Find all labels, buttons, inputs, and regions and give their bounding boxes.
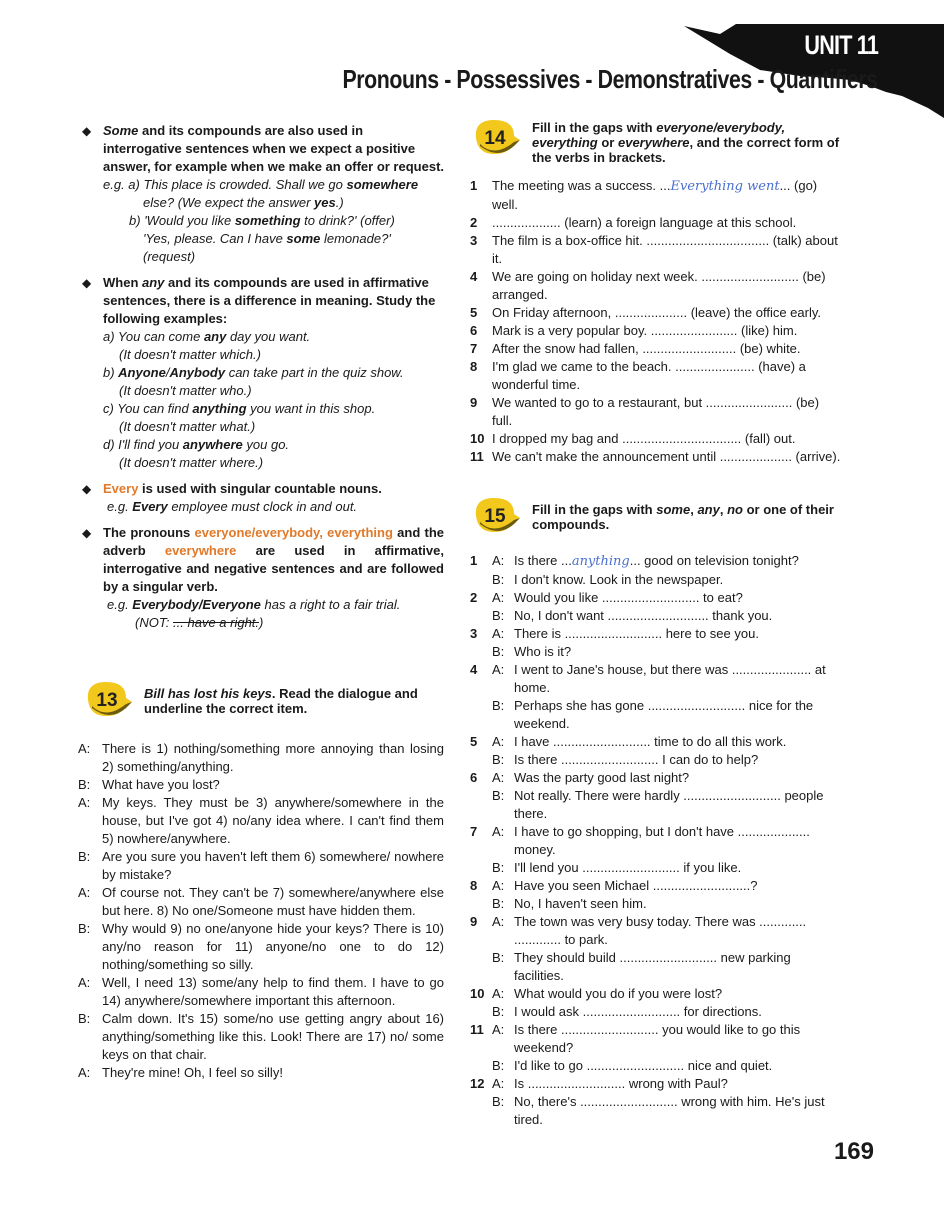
speaker-label: A: [78,975,91,990]
item-number: 2 [470,590,478,605]
dialogue-text: My keys. They must be 3) anywhere/somewhere in the house, but I've got 4) no/any idea where. I can't find them 5) nowhere/anywhere. [102,795,444,846]
speaker-label: B: [492,1094,505,1109]
item-text: I went to Jane's house, but there was ...................... at home. [514,662,826,695]
dialogue-line [78,740,444,776]
dialogue-text: Why would 9) no one/anyone hide your keys? There is 10) any/no reason for 11) anyone/no one to do 12) nothing/something so silly. [102,921,444,972]
item-text: They should build ........................... new parking facilities. [514,950,791,983]
item-number: 8 [470,878,478,893]
exercise-item-line [470,1075,842,1093]
item-number: 3 [470,626,478,641]
item-number: 2 [470,215,478,230]
dialogue-line [78,1064,444,1082]
item-number [470,787,492,823]
item-text: No, I haven't seen him. [514,896,647,911]
item-number: 7 [470,341,478,356]
item-number: 1 [470,178,478,193]
diamond-bullet-icon: ◆ [82,124,92,138]
dialogue-line [78,848,444,884]
exercise-item [470,430,842,448]
item-text: On Friday afternoon, .................... (leave) the office early. [492,305,821,320]
speaker-label: B: [78,921,91,936]
exercise-item-line [470,877,842,895]
exercise-item-line [470,823,842,859]
speaker-label: B: [492,644,505,659]
exercise-item [470,268,842,304]
speaker-label: B: [492,698,505,713]
speaker-label: B: [492,1058,505,1073]
item-text: Was the party good last night? [514,770,690,785]
rule-some: ◆ Some and its compounds are also used in interrogative sentences when we expect a positive answer, for example when we make an offer or request. e.g. a) This place is crowded. Shall we go somewhere else? (We expect the answer yes.) b) 'Would you like something to drink?' (offer) 'Yes, please. Can I have some lemonade?' (request) [82,123,445,264]
exercise-item-line [470,625,842,643]
item-suffix: ... (go) well. [492,178,818,212]
dialogue-text: They're mine! Oh, I feel so silly! [102,1065,283,1080]
exercise-item-line [470,985,842,1003]
item-prefix: The meeting was a success. ... [492,178,671,193]
dialogue-text: Well, I need 13) some/any help to find them. I have to go 14) anywhere/somewhere important this afternoon. [102,975,444,1008]
item-text: Would you like ........................... to eat? [514,590,743,605]
item-number: 6 [470,323,478,338]
exercise-item-line [470,1093,842,1129]
speaker-label: A: [492,590,505,605]
item-number: 10 [470,986,485,1001]
exercise-item [470,394,842,430]
diamond-bullet-icon: ◆ [82,276,92,290]
dialogue-line [78,1010,444,1064]
exercise-14: 14 Fill in the gaps with everyone/everybody, everything or everywhere, and the correct form of the verbs in brackets. 1 The meeting was a success. ...Everything went... (go) well. 2 ................... (learn) a foreign language at this school. 3 The film is a box-office hit. .................................. (talk) about it. 4 We are going on holiday next week. ........................... (be) arranged. 5 On Friday afternoon, .................... (leave) the office early. 6 Mark is a very popular boy. ........................ (like) him. 7 After the snow had fallen, .......................... (be) white. 8 I'm glad we came to the beach. ...................... (have) a wonderful time. 9 We wanted to go to a restaurant, but ........................ (be) full. 10 I dropped my bag and ................................. (fall) out. 11 We can't make the announcement until .................... (arrive). [470,116,842,466]
exercise-item-line [470,949,842,985]
item-text: Mark is a very popular boy. ........................ (like) him. [492,323,798,338]
exercise-number-badge-icon [82,678,132,718]
exercise-number-badge-icon [470,116,520,156]
speaker-label: B: [492,788,505,803]
item-number: 9 [470,914,478,929]
item-number [470,1057,492,1075]
item-text: Is there ........................... you would like to go this weekend? [514,1022,801,1055]
item-text: I would ask ........................... for directions. [514,1004,762,1019]
item-text: What would you do if you were lost? [514,986,723,1001]
speaker-label: B: [492,950,505,965]
item-number: 1 [470,553,478,568]
dialogue-line [78,884,444,920]
item-number [470,1003,492,1021]
speaker-label: A: [492,626,505,641]
speaker-label: B: [492,752,505,767]
speaker-label: B: [78,777,91,792]
item-text: I'd like to go ........................... nice and quiet. [514,1058,773,1073]
exercise-number: 13 [96,690,118,711]
exercise-item [470,232,842,268]
exercise-item-line [470,859,842,877]
item-number: 7 [470,824,478,839]
item-text: I have to go shopping, but I don't have .................... money. [514,824,810,857]
page-title: Pronouns - Possessives - Demonstratives - Quantifiers [342,64,878,94]
exercise-13: 13 Bill has lost his keys. Read the dialogue and underline the correct item. A: There is 1) nothing/something more annoying than losing 2) something/anything. B: What have you lost? A: My keys. They must be 3) anywhere/somewhere in the house, but I've got 4) no/any idea where. I can't find them 5) nowhere/anywhere. B: Are you sure you haven't left them 6) somewhere/ nowhere by mistake? A: Of course not. They can't be 7) somewhere/anywhere else but here. 8) No one/Someone must have hidden them. B: Why would 9) no one/anyone hide your keys? There is 10) any/no reason for 11) anyone/no one to do 12) nothing/something so silly. A: Well, I need 13) some/any help to find them. I have to go 14) anywhere/somewhere important this afternoon. B: Calm down. It's 15) some/no use getting angry about 16) anything/something like this. Look! There are 17) no/ some keys on that chair. A: They're mine! Oh, I feel so silly! [82,678,444,1082]
exercise-item [470,322,842,340]
item-text: ................... (learn) a foreign language at this school. [492,215,797,230]
exercise-item-line [470,697,842,733]
item-prefix: Is there ... [514,553,572,568]
speaker-label: A: [492,1022,505,1037]
item-number: 5 [470,305,478,320]
speaker-label: A: [492,770,505,785]
item-text: Is there ........................... I can do to help? [514,752,759,767]
item-number: 4 [470,662,478,677]
speaker-label: A: [492,553,505,568]
item-text: The town was very busy today. There was ............. ............. to park. [514,914,807,947]
dialogue-text: Calm down. It's 15) some/no use getting angry about 16) anything/something like this. Look! There are 17) no/ some keys on that chair. [102,1011,444,1062]
exercise-item [470,177,842,214]
item-number: 3 [470,233,478,248]
left-column [78,122,445,1082]
dialogue-text: Are you sure you haven't left them 6) somewhere/ nowhere by mistake? [102,849,444,882]
dialogue-line [78,974,444,1010]
speaker-label: B: [492,1004,505,1019]
speaker-label: A: [492,662,505,677]
item-suffix: ... good on television tonight? [629,553,799,568]
item-text: No, I don't want ............................ thank you. [514,608,773,623]
item-text: The film is a box-office hit. .................................. (talk) about it. [492,233,838,266]
exercise-number-badge-icon [470,494,520,534]
item-text: We can't make the announcement until .................... (arrive). [492,449,841,464]
exercise-item-line [470,1057,842,1075]
diamond-bullet-icon: ◆ [82,526,92,540]
handwritten-answer: Everything went [670,179,780,194]
item-text: We are going on holiday next week. ........................... (be) arranged. [492,269,826,302]
item-text: After the snow had fallen, .......................... (be) white. [492,341,801,356]
exercise-item-line [470,607,842,625]
exercise-item-line [470,769,842,787]
item-number: 9 [470,395,478,410]
exercise-item-line [470,733,842,751]
speaker-label: B: [78,1011,91,1026]
speaker-label: A: [78,885,91,900]
speaker-label: B: [492,608,505,623]
exercise-item-line [470,589,842,607]
item-text: Have you seen Michael ...........................? [514,878,758,893]
item-text: I'm glad we came to the beach. ...................... (have) a wonderful time. [492,359,806,392]
rule-every: ◆ Every is used with singular countable nouns. e.g. Every employee must clock in and out. [82,481,382,514]
dialogue-text: Of course not. They can't be 7) somewhere/anywhere else but here. 8) No one/Someone must have hidden them. [102,885,444,918]
item-number: 11 [470,449,484,464]
exercise-item-line [470,787,842,823]
exercise-item-line [470,571,842,589]
dialogue-line [78,776,444,794]
item-number: 8 [470,359,478,374]
rule-everyone: ◆ The pronouns everyone/everybody, everything and the adverb everywhere are used in affirmative, interrogative and negative sentences and are followed by a singular verb. e.g. Everybody/Everyone has a right to a fair trial. (NOT: ... have a right.) [82,525,444,630]
exercise-item [470,340,842,358]
exercise-item-line [470,751,842,769]
item-number [470,895,492,913]
item-number [470,607,492,625]
item-number: 12 [470,1076,485,1091]
item-text [492,177,842,214]
speaker-label: A: [492,734,505,749]
page-number: 169 [833,1138,874,1165]
speaker-label: A: [492,824,505,839]
dialogue-text: There is 1) nothing/something more annoying than losing 2) something/anything. [102,741,444,774]
unit-title: UNIT 11 [804,30,878,60]
exercise-item-line [470,552,842,571]
speaker-label: A: [78,795,91,810]
handwritten-answer: anything [571,554,630,569]
exercise-item-line [470,643,842,661]
item-number: 4 [470,269,478,284]
item-text: I don't know. Look in the newspaper. [514,572,724,587]
exercise-item-line [470,895,842,913]
exercise-number: 15 [484,506,506,527]
speaker-label: B: [492,896,505,911]
speaker-label: B: [492,572,505,587]
exercise-number: 14 [484,128,506,149]
speaker-label: B: [492,860,505,875]
item-text: We wanted to go to a restaurant, but ........................ (be) full. [492,395,820,428]
item-text: Is ........................... wrong with Paul? [514,1076,728,1091]
exercise-item [470,358,842,394]
item-number: 5 [470,734,478,749]
speaker-label: A: [78,1065,91,1080]
item-number [470,1093,492,1129]
item-text: There is ........................... here to see you. [514,626,759,641]
exercise-item-line [470,661,842,697]
item-text: No, there's ........................... wrong with him. He's just tired. [514,1094,825,1127]
item-text: Perhaps she has gone ........................... nice for the weekend. [514,698,814,731]
exercise-item [470,214,842,232]
exercise-item [470,448,842,466]
right-column [470,116,842,1129]
item-number: 11 [470,1022,484,1037]
item-text: I'll lend you ........................... if you like. [514,860,742,875]
item-text: I dropped my bag and ................................. (fall) out. [492,431,796,446]
item-number [470,643,492,661]
speaker-label: B: [78,849,91,864]
item-number [470,949,492,985]
dialogue-line [78,794,444,848]
item-text [514,552,842,571]
dialogue-line [78,920,444,974]
speaker-label: A: [492,878,505,893]
dialogue-text: What have you lost? [102,777,220,792]
speaker-label: A: [492,914,505,929]
item-number [470,859,492,877]
item-number: 6 [470,770,478,785]
item-text: Not really. There were hardly ........................... people there. [514,788,824,821]
speaker-label: A: [492,1076,505,1091]
item-text: I have ........................... time to do all this work. [514,734,787,749]
rule-any: ◆ When any and its compounds are used in affirmative sentences, there is a difference in meaning. Study the following examples: a) You can come any day you want. (It doesn't matter which.) b) Anyone/Anybody can take part in the quiz show. (It doesn't matter who.) c) You can find anything you want in this shop. (It doesn't matter what.) d) I'll find you anywhere you go. (It doesn't matter where.) [82,275,436,470]
exercise-item-line [470,913,842,949]
item-number [470,571,492,589]
exercise-item-line [470,1003,842,1021]
item-text: Who is it? [514,644,572,659]
speaker-label: A: [78,741,91,756]
exercise-item-line [470,1021,842,1057]
diamond-bullet-icon: ◆ [82,482,92,496]
item-number [470,751,492,769]
exercise-item [470,304,842,322]
item-number [470,697,492,733]
item-number: 10 [470,431,485,446]
exercise-15: 15 Fill in the gaps with some, any, no or one of their compounds. 1 A: Is there ...anything... good on television tonight? B: I don't know. Look in the newspaper. 2 A: Would you like ........................... to eat? B: No, I don't want ............................ thank you. 3 A: There is ........................... here to see you. B: Who is it? 4 A: I went to Jane's house, but there was ...................... at home. B: Perhaps she has gone ........................... nice for the weekend. 5 A: I have ........................... time to do all this work. B: Is there ........................... I can do to help? 6 A: Was the party good last night? B: Not really. There were hardly ........................... people there. 7 A: I have to go shopping, but I don't have .................... money. B: I'll lend you ........................... if you like. 8 A: Have you seen Michael ...........................? B: No, I haven't seen him. 9 A: The town was very busy today. There was ............. ............. to park. B: They should build ........................... new parking facilities. 10 A: What would you do if you were lost? B: I would ask ........................... for directions. 11 A: Is there ........................... you would like to go this weekend? B: I'd like to go ........................... nice and quiet. 12 A: Is ........................... wrong with Paul? B: No, there's ........................... wrong with him. He's just tired. [470,494,842,1129]
speaker-label: A: [492,986,505,1001]
